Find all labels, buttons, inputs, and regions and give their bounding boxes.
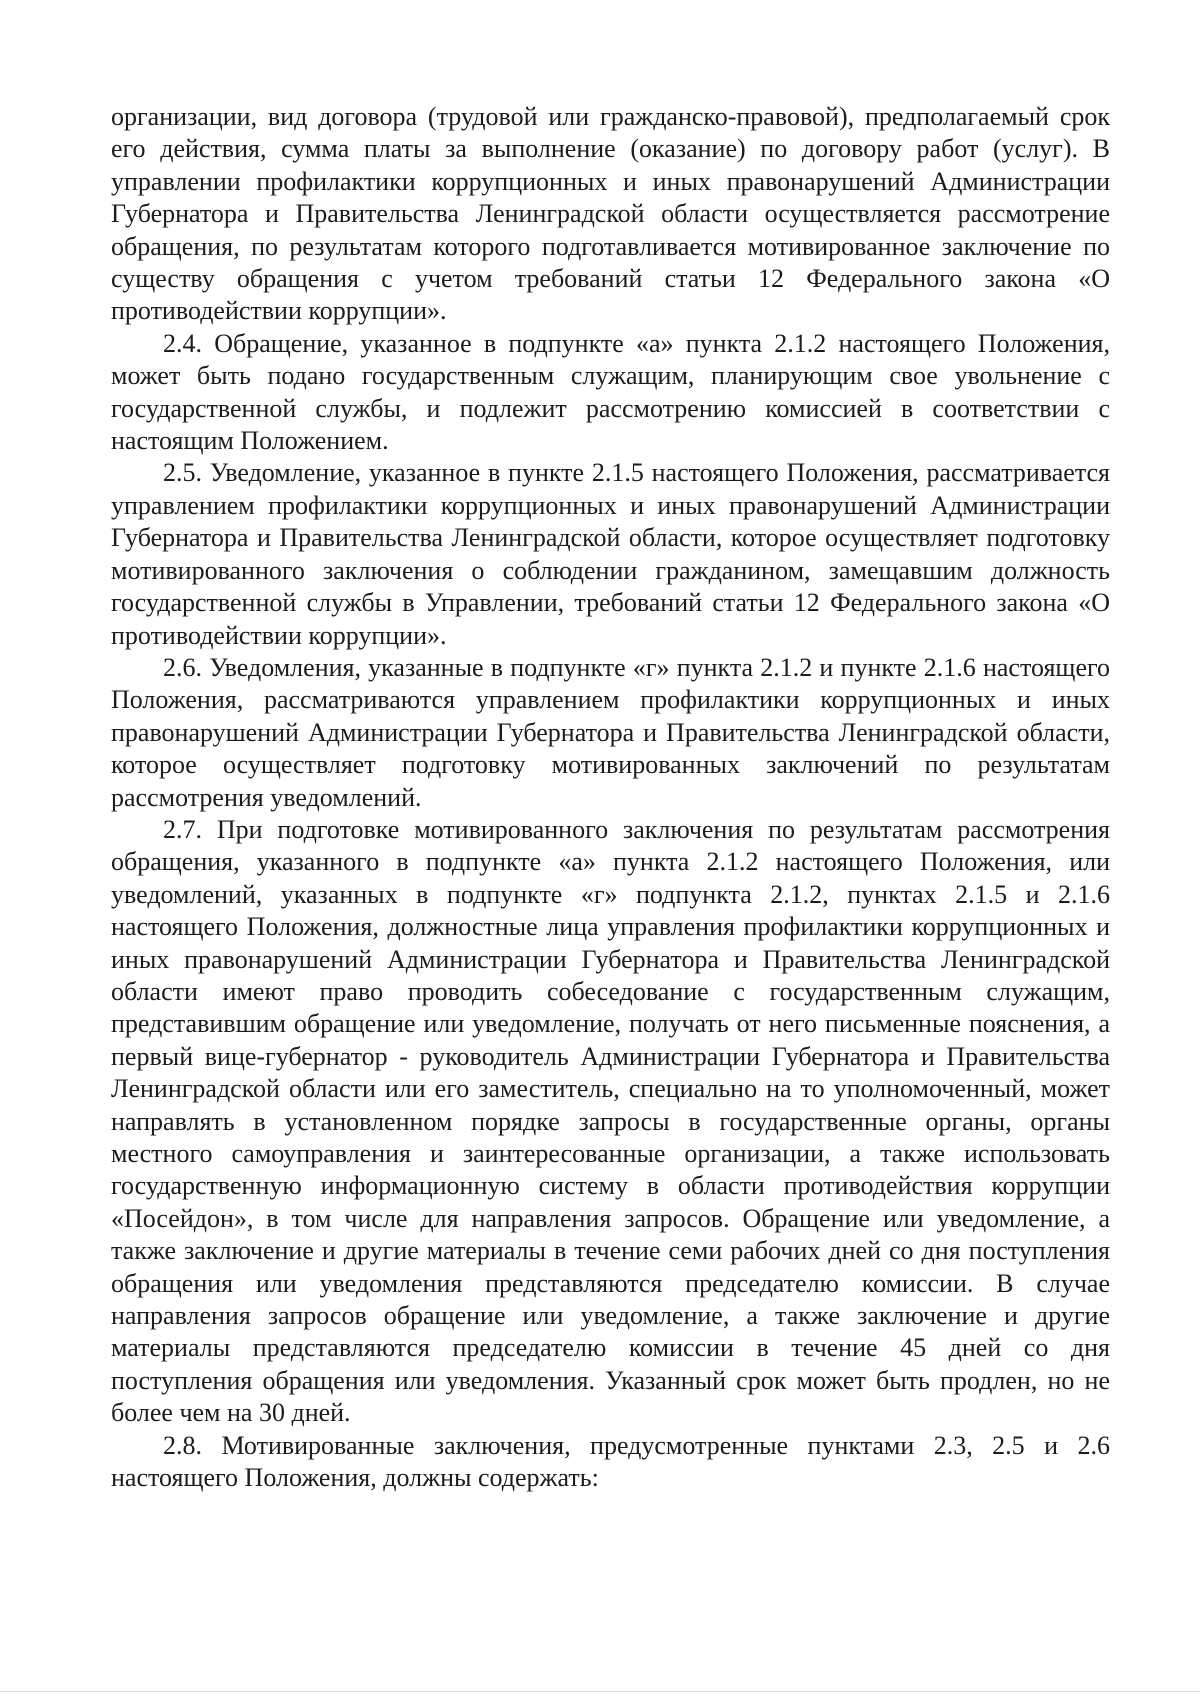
paragraph-2-4: 2.4. Обращение, указанное в подпункте «а» пункта 2.1.2 настоящего Положения, может быть подано государственным служащим, планирующим свое увольнение с государственной службы, и подлежит рассмотрению комиссией в соответствии с настоящим Положением. bbox=[111, 328, 1110, 456]
paragraph-continuation: организации, вид договора (трудовой или гражданско-правовой), предполагаемый срок его действия, сумма платы за выполнение (оказание) по договору работ (услуг). В управлении профилактики коррупционных и иных правонарушений Администрации Губернатора и Правительства Ленинградской области осуществляется рассмотрение обращения, по результатам которого подготавливается мотивированное заключение по существу обращения с учетом требований статьи 12 Федерального закона «О противодействии коррупции». bbox=[111, 102, 1110, 326]
document-body bbox=[111, 101, 1110, 1494]
paragraph-2-6: 2.6. Уведомления, указанные в подпункте «г» пункта 2.1.2 и пункте 2.1.6 настоящего Положения, рассматриваются управлением профилактики коррупционных и иных правонарушений Администрации Губернатора и Правительства Ленинградской области, которое осуществляет подготовку мотивированных заключений по результатам рассмотрения уведомлений. bbox=[111, 652, 1110, 812]
paragraph-2-8: 2.8. Мотивированные заключения, предусмотренные пунктами 2.3, 2.5 и 2.6 настоящего Положения, должны содержать: bbox=[111, 1430, 1110, 1493]
paragraph-2-7: 2.7. При подготовке мотивированного заключения по результатам рассмотрения обращения, указанного в подпункте «а» пункта 2.1.2 настоящего Положения, или уведомлений, указанных в подпункте «г» подпункта 2.1.2, пунктах 2.1.5 и 2.1.6 настоящего Положения, должностные лица управления профилактики коррупционных и иных правонарушений Администрации Губернатора и Правительства Ленинградской области имеют право проводить собеседование с государственным служащим, представившим обращение или уведомление, получать от него письменные пояснения, а первый вице-губернатор - руководитель Администрации Губернатора и Правительства Ленинградской области или его заместитель, специально на то уполномоченный, может направлять в установленном порядке запросы в государственные органы, органы местного самоуправления и заинтересованные организации, а также использовать государственную информационную систему в области противодействия коррупции «Посейдон», в том числе для направления запросов. Обращение или уведомление, а также заключение и другие материалы в течение семи рабочих дней со дня поступления обращения или уведомления представляются председателю комиссии. В случае направления запросов обращение или уведомление, а также заключение и другие материалы представляются председателю комиссии в течение 45 дней со дня поступления обращения или уведомления. Указанный срок может быть продлен, но не более чем на 30 дней. bbox=[111, 814, 1110, 1428]
paragraph-2-5: 2.5. Уведомление, указанное в пункте 2.1.5 настоящего Положения, рассматривается управлением профилактики коррупционных и иных правонарушений Администрации Губернатора и Правительства Ленинградской области, которое осуществляет подготовку мотивированного заключения о соблюдении гражданином, замещавшим должность государственной службы в Управлении, требований статьи 12 Федерального закона «О противодействии коррупции». bbox=[111, 458, 1110, 650]
page-bottom-divider bbox=[0, 1691, 1200, 1692]
